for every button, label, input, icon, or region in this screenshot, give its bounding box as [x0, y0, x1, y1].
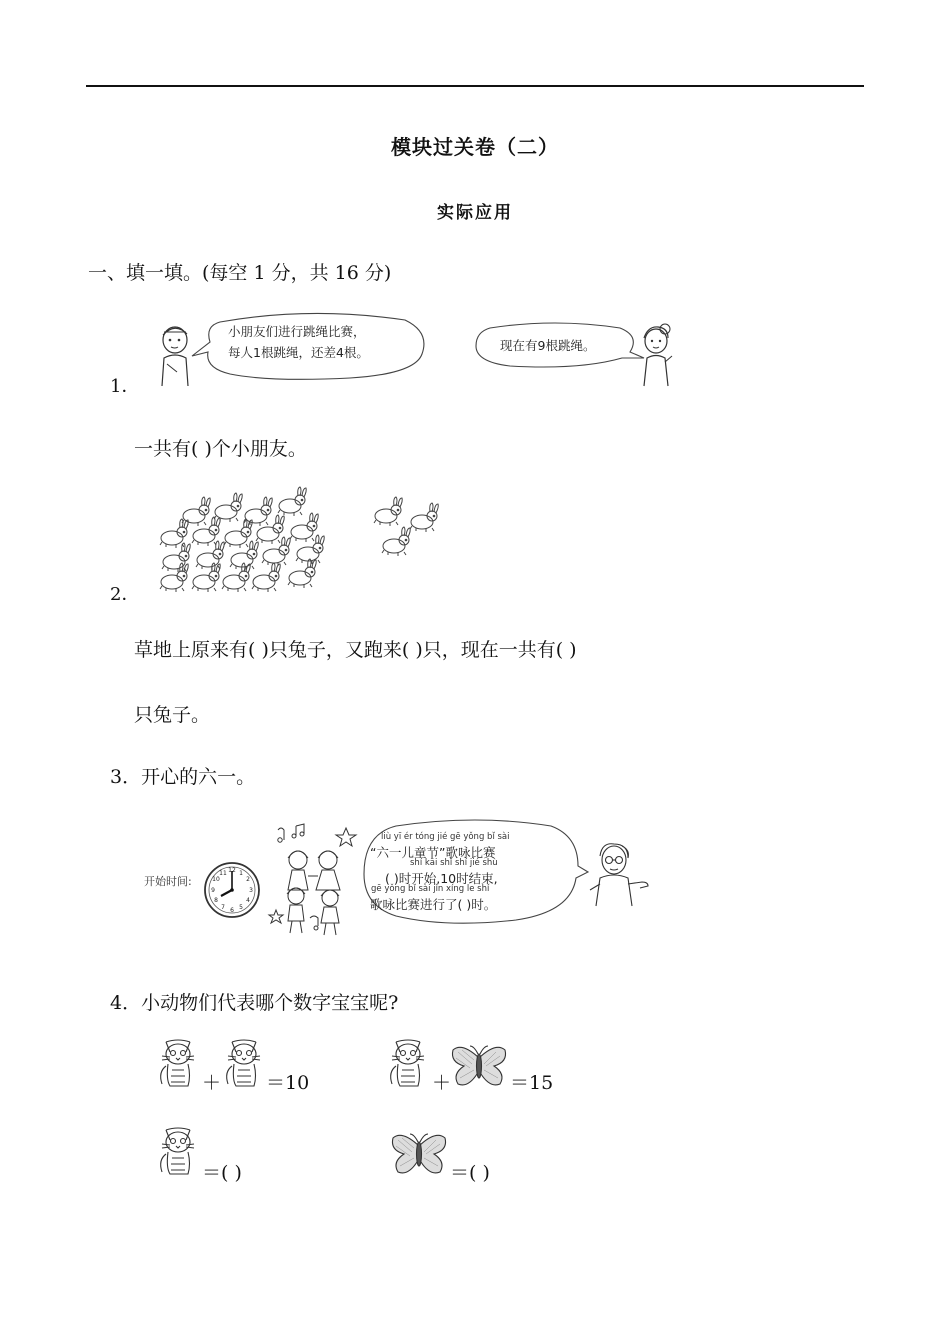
plus-sign: ＋	[432, 1072, 452, 1094]
cat-icon	[158, 1036, 198, 1090]
clock-icon	[203, 858, 261, 922]
cat-icon	[158, 1124, 198, 1178]
svg-text:11: 11	[219, 870, 227, 877]
rabbit-icon	[374, 497, 402, 526]
butterfly-icon	[450, 1044, 508, 1090]
svg-text:5: 5	[239, 904, 243, 911]
svg-text:3: 3	[249, 887, 253, 894]
svg-text:8: 8	[214, 897, 218, 904]
q2-number: 2．	[110, 584, 140, 605]
bubble-pinyin-1: liù yī ér tóng jié gē yǒng bǐ sài	[381, 832, 510, 842]
rabbit-icon	[244, 497, 272, 526]
rabbit-icon	[192, 517, 220, 546]
svg-text:9: 9	[211, 887, 215, 894]
rabbit-icon	[252, 563, 280, 592]
butterfly-answer: ＝( )	[450, 1162, 490, 1184]
rabbit-icon	[160, 563, 188, 592]
bubble-pinyin-3: gē yǒng bǐ sài jìn xíng le shí	[371, 884, 490, 894]
svg-text:4: 4	[246, 897, 250, 904]
rabbit-icon	[290, 513, 318, 542]
q2-answer-line1: 草地上原来有( )只兔子，又跑来( )只，现在一共有( )	[134, 639, 577, 661]
boy-icon	[155, 322, 195, 388]
bubble-line-3: 歌咏比赛进行了( )时。	[370, 897, 497, 912]
cat-icon	[388, 1036, 428, 1090]
q1-number: 1．	[110, 376, 140, 397]
rabbit-icon	[256, 515, 284, 544]
svg-text:12: 12	[228, 867, 236, 874]
svg-text:7: 7	[221, 904, 225, 911]
section-heading: 一、填一填。(每空 1 分，共 16 分)	[88, 262, 392, 284]
cat-icon	[224, 1036, 264, 1090]
bubble-right-text: 现在有9根跳绳。	[500, 338, 596, 353]
rabbit-icon	[214, 493, 242, 522]
cat-answer: ＝( )	[202, 1162, 242, 1184]
svg-text:6: 6	[230, 907, 234, 914]
bubble-left-line1: 小朋友们进行跳绳比赛，	[228, 324, 366, 339]
girl-icon	[634, 322, 678, 388]
equation-1-result: ＝10	[266, 1072, 310, 1094]
svg-text:2: 2	[246, 876, 250, 883]
bubble-pinyin-2: shí kāi shǐ shí jié shù	[410, 858, 498, 868]
bubble-line-2: ( )时开始,10时结束,	[385, 871, 498, 886]
rabbit-icon	[278, 487, 306, 516]
rabbit-group-original	[150, 488, 340, 596]
equation-2-result: ＝15	[510, 1072, 554, 1094]
butterfly-icon	[390, 1132, 448, 1178]
rabbit-icon	[382, 527, 410, 556]
rabbit-icon	[224, 519, 252, 548]
q1-answer-line: 一共有( )个小朋友。	[134, 438, 307, 460]
page-subtitle: 实际应用	[437, 203, 513, 223]
children-dancing-icon	[266, 820, 360, 938]
bubble-left-line2: 每人1根跳绳，还差4根。	[228, 345, 369, 360]
start-time-label: 开始时间:	[144, 875, 192, 888]
svg-text:10: 10	[212, 876, 220, 883]
header-rule	[86, 85, 864, 87]
rabbit-icon	[410, 503, 438, 532]
q2-answer-line2: 只兔子。	[134, 704, 211, 726]
svg-text:1: 1	[239, 870, 243, 877]
q4-title: 4．小动物们代表哪个数字宝宝呢?	[110, 992, 399, 1014]
q3-title: 3．开心的六一。	[110, 766, 256, 788]
page-title: 模块过关卷（二）	[391, 135, 559, 159]
rabbit-group-new	[368, 492, 448, 562]
bubble-line-1: “六一儿童节”歌咏比赛	[370, 845, 496, 860]
teacher-icon	[586, 840, 652, 908]
plus-sign: ＋	[202, 1072, 222, 1094]
